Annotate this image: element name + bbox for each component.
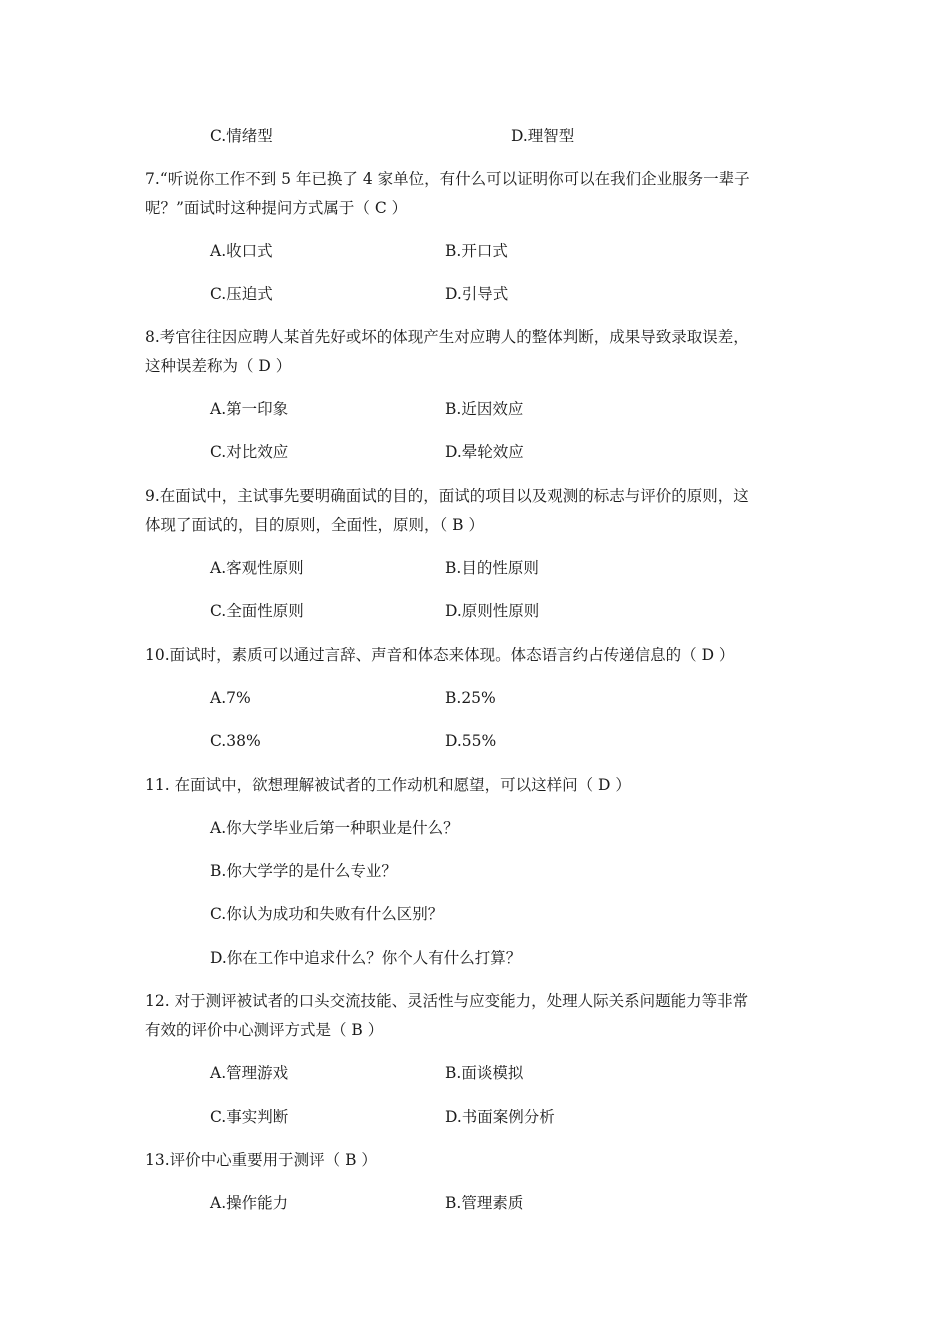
question-7-text: 7.“听说你工作不到 5 年已换了 4 家单位，有什么可以证明你可以在我们企业服务一辈子: [145, 170, 750, 188]
option-b: B.你大学学的是什么专业？: [210, 862, 397, 880]
question-12-text: 12. 对于测评被试者的口头交流技能、灵活性与应变能力，处理人际关系问题能力等非常: [145, 992, 749, 1010]
question-10-text: 10.面试时，素质可以通过言辞、声音和体态来体现。体态语言约占传递信息的（ D ）: [145, 646, 735, 664]
option-b: B.管理素质: [445, 1194, 524, 1212]
option-a: A.收口式: [210, 242, 273, 260]
option-a: A.第一印象: [210, 400, 289, 418]
question-7-text-cont: 呢？”面试时这种提问方式属于（ C ）: [145, 199, 408, 217]
option-c: C.38%: [210, 732, 261, 750]
option-b: B.目的性原则: [445, 559, 539, 577]
question-12-text-cont: 有效的评价中心测评方式是（ B ）: [145, 1021, 384, 1039]
option-d: D.书面案例分析: [445, 1108, 555, 1126]
option-b: B.近因效应: [445, 400, 524, 418]
option-c: C.情绪型: [210, 127, 273, 145]
option-d: D.原则性原则: [445, 602, 540, 620]
question-11-text: 11. 在面试中，欲想理解被试者的工作动机和愿望，可以这样问（ D ）: [145, 776, 631, 794]
option-a: A.管理游戏: [210, 1064, 289, 1082]
option-b: B.25%: [445, 689, 496, 707]
question-8-text: 8.考官往往因应聘人某首先好或坏的体现产生对应聘人的整体判断，成果导致录取误差，: [145, 328, 749, 346]
option-a: A.操作能力: [210, 1194, 289, 1212]
option-d: D.晕轮效应: [445, 443, 524, 461]
option-d: D.引导式: [445, 285, 509, 303]
option-d: D.理智型: [511, 127, 575, 145]
question-9-text: 9.在面试中，主试事先要明确面试的目的，面试的项目以及观测的标志与评价的原则，这: [145, 487, 749, 505]
option-b: B.面谈模拟: [445, 1064, 524, 1082]
option-c: C.压迫式: [210, 285, 273, 303]
option-a: A.你大学毕业后第一种职业是什么？: [210, 819, 459, 837]
option-c: C.你认为成功和失败有什么区别？: [210, 905, 444, 923]
question-9-text-cont: 体现了面试的，目的原则，全面性，原则，（ B ）: [145, 516, 484, 534]
option-a: A.客观性原则: [210, 559, 304, 577]
option-c: C.全面性原则: [210, 602, 304, 620]
option-d: D.你在工作中追求什么？你个人有什么打算？: [210, 949, 522, 967]
option-d: D.55%: [445, 732, 497, 750]
option-c: C.事实判断: [210, 1108, 289, 1126]
option-b: B.开口式: [445, 242, 508, 260]
option-c: C.对比效应: [210, 443, 289, 461]
option-a: A.7%: [210, 689, 251, 707]
question-8-text-cont: 这种误差称为（ D ）: [145, 357, 292, 375]
question-13-text: 13.评价中心重要用于测评（ B ）: [145, 1151, 377, 1169]
